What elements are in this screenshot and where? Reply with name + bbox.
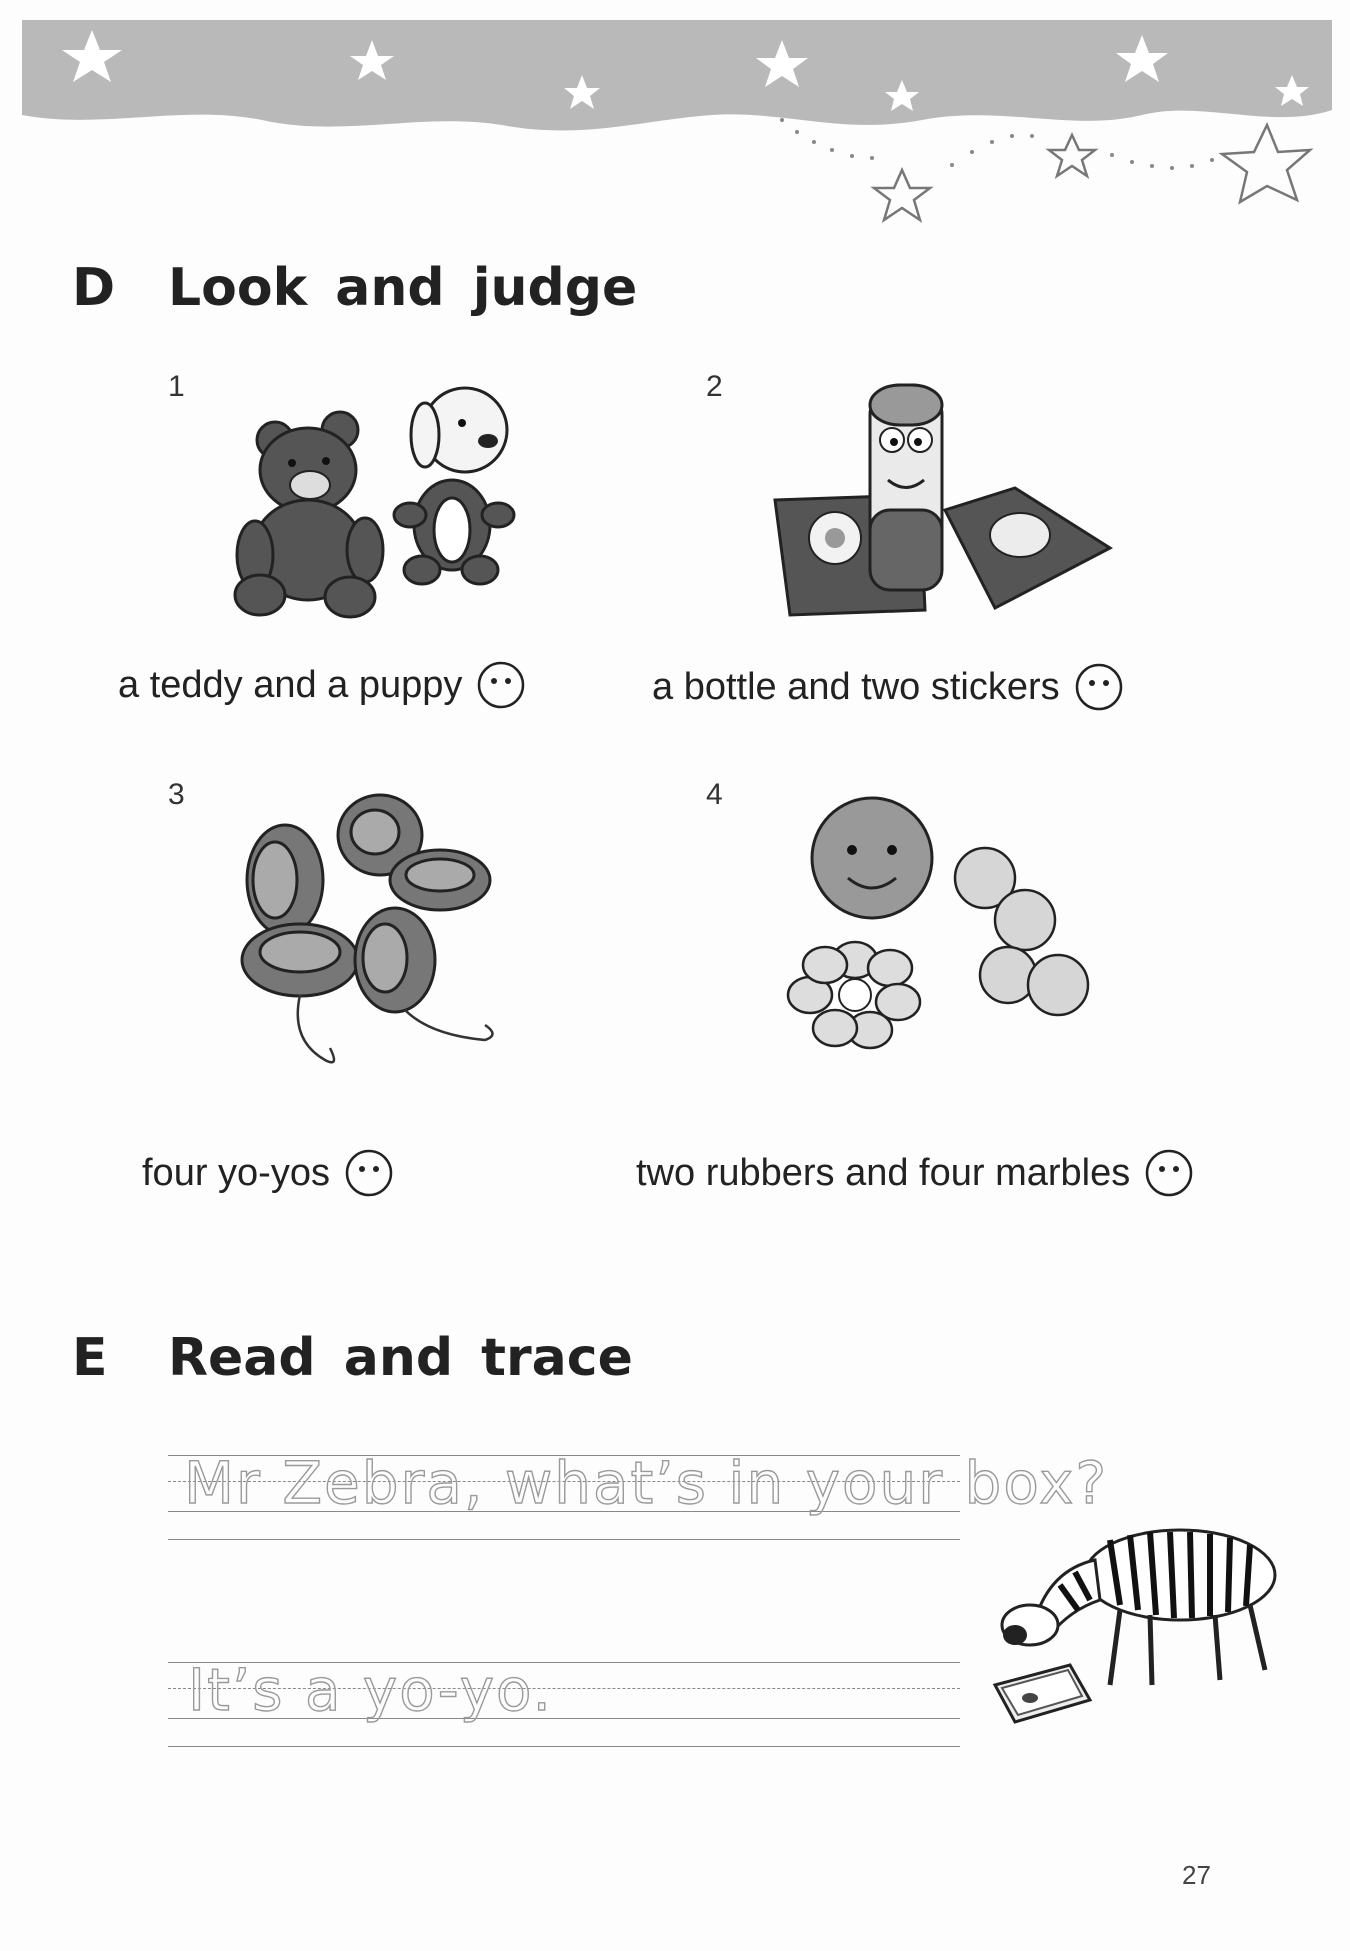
trace-line-1[interactable] xyxy=(168,1449,1109,1539)
zebra-with-box-illustration xyxy=(980,1500,1300,1745)
item-2-number: 2 xyxy=(706,370,723,403)
section-d-title: Look and judge xyxy=(168,258,638,318)
item-4-caption-text: two rubbers and four marbles xyxy=(636,1151,1131,1194)
smiley-face-icon[interactable] xyxy=(476,660,526,710)
section-e-letter: E xyxy=(72,1328,108,1388)
item-3-caption-text: four yo-yos xyxy=(142,1151,330,1194)
page-number: 27 xyxy=(1182,1860,1211,1890)
trace-line-2[interactable] xyxy=(168,1656,960,1746)
trace-text-2: It’s a yo-yo. xyxy=(188,1656,553,1724)
smiley-face-icon[interactable] xyxy=(1074,662,1124,712)
item-4-caption xyxy=(636,1148,1194,1198)
item-3-caption xyxy=(142,1148,394,1198)
teddy-and-puppy-illustration xyxy=(230,375,535,625)
item-2-caption-text: a bottle and two stickers xyxy=(652,665,1060,708)
item-1-caption-text: a teddy and a puppy xyxy=(118,663,463,706)
item-3-number: 3 xyxy=(168,778,185,811)
section-d-letter: D xyxy=(72,258,116,318)
rubbers-and-marbles-illustration xyxy=(780,790,1100,1070)
smiley-face-icon[interactable] xyxy=(344,1148,394,1198)
yo-yos-illustration xyxy=(230,790,500,1075)
stars-header-band xyxy=(22,20,1332,230)
item-1-number: 1 xyxy=(168,370,185,403)
trace-text-1: Mr Zebra, what’s in your box? xyxy=(184,1449,1109,1517)
section-e-title: Read and trace xyxy=(168,1328,633,1388)
bottle-and-stickers-illustration xyxy=(770,380,1115,620)
smiley-face-icon[interactable] xyxy=(1144,1148,1194,1198)
item-4-number: 4 xyxy=(706,778,723,811)
item-1-caption xyxy=(118,660,526,710)
item-2-caption xyxy=(652,662,1124,712)
